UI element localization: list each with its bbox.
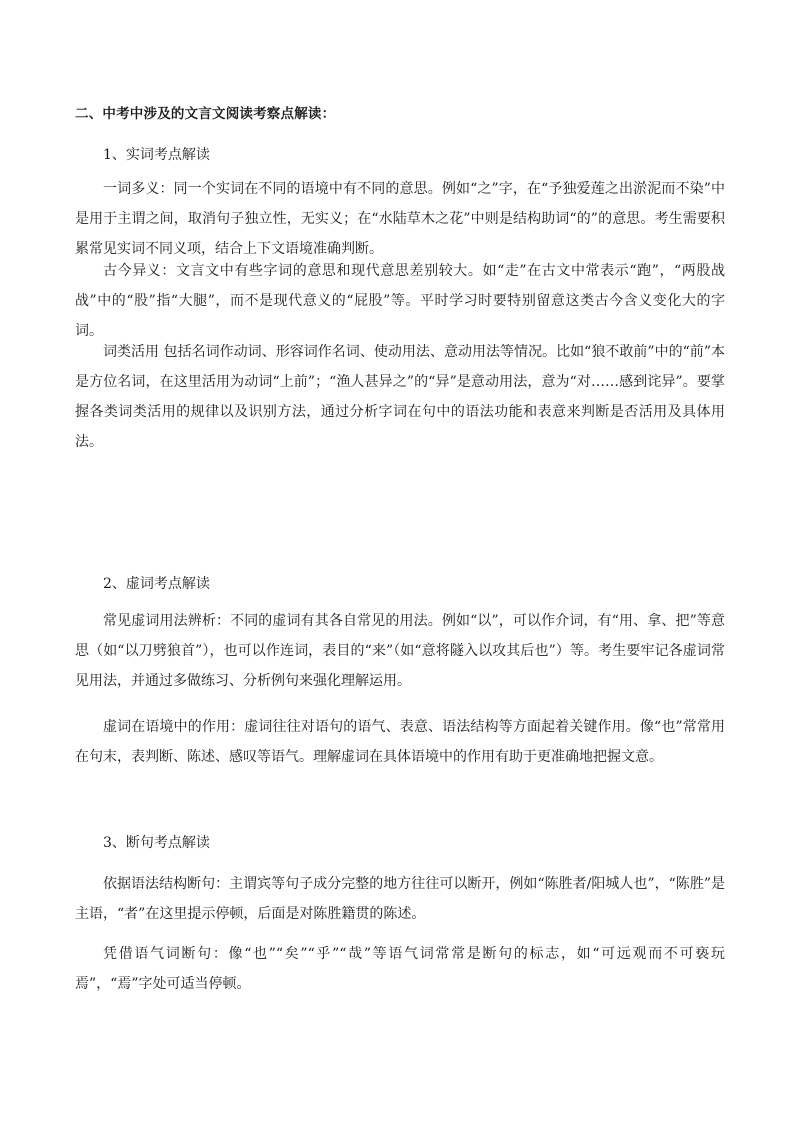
paragraph-function-word-usage: 常见虚词用法辨析：不同的虚词有其各自常见的用法。例如“以”，可以作介词，有“用、拿、把”等意思（如“以刀劈狼首”），也可以作连词，表目的“来”（如“意将隧入以攻其后也”）等。考生要牢记各虚词常见用法，并通过多做练习、分析例句来强化理解运用。	[75, 613, 725, 689]
paragraph-ancient-modern-meaning: 古今异义：文言文中有些字词的意思和现代意思差别较大。如“走”在古文中常表示“跑”，“两股战战”中的“股”指“大腿”，而不是现代意义的“屁股”等。平时学习时要特别留意这类古今含义变化大的字词。	[75, 263, 725, 339]
subheading-content-words: 1、实词考点解读	[103, 147, 210, 163]
paragraph-word-class-shift: 词类活用 包括名词作动词、形容词作名词、使动用法、意动用法等情况。比如“狼不敢前”中的“前”本是方位名词，在这里活用为动词“上前”；“渔人甚异之”的“异”是意动用法，意为“对……感到诧异”。要掌握各类词类活用的规律以及识别方法，通过分析字词在句中的语法功能和表意来判断是否活用及具体用法。	[75, 344, 725, 450]
section-title: 二、中考中涉及的文言文阅读考察点解读：	[75, 106, 336, 122]
paragraph-breaking-by-grammar: 依据语法结构断句：主谓宾等句子成分完整的地方往往可以断开，例如“陈胜者/阳城人也”，“陈胜”是主语，“者”在这里提示停顿，后面是对陈胜籍贯的陈述。	[75, 876, 725, 922]
paragraph-function-word-context: 虚词在语境中的作用：虚词往往对语句的语气、表意、语法结构等方面起着关键作用。像“也”常常用在句末，表判断、陈述、感叹等语气。理解虚词在具体语境中的作用有助于更准确地把握文意。	[75, 719, 725, 765]
paragraph-breaking-by-particles: 凭借语气词断句：像“也”“矣”“乎”“哉”等语气词常常是断句的标志，如“可远观而不可亵玩焉”，“焉”字处可适当停顿。	[75, 946, 725, 992]
subheading-function-words: 2、虚词考点解读	[103, 576, 210, 592]
paragraph-polysemy: 一词多义：同一个实词在不同的语境中有不同的意思。例如“之”字，在“予独爱莲之出淤泥而不染”中是用于主谓之间，取消句子独立性，无实义；在“水陆草木之花”中则是结构助词“的”的意思。考生需要积累常见实词不同义项，结合上下文语境准确判断。	[75, 181, 725, 257]
subheading-sentence-breaking: 3、断句考点解读	[103, 835, 210, 851]
